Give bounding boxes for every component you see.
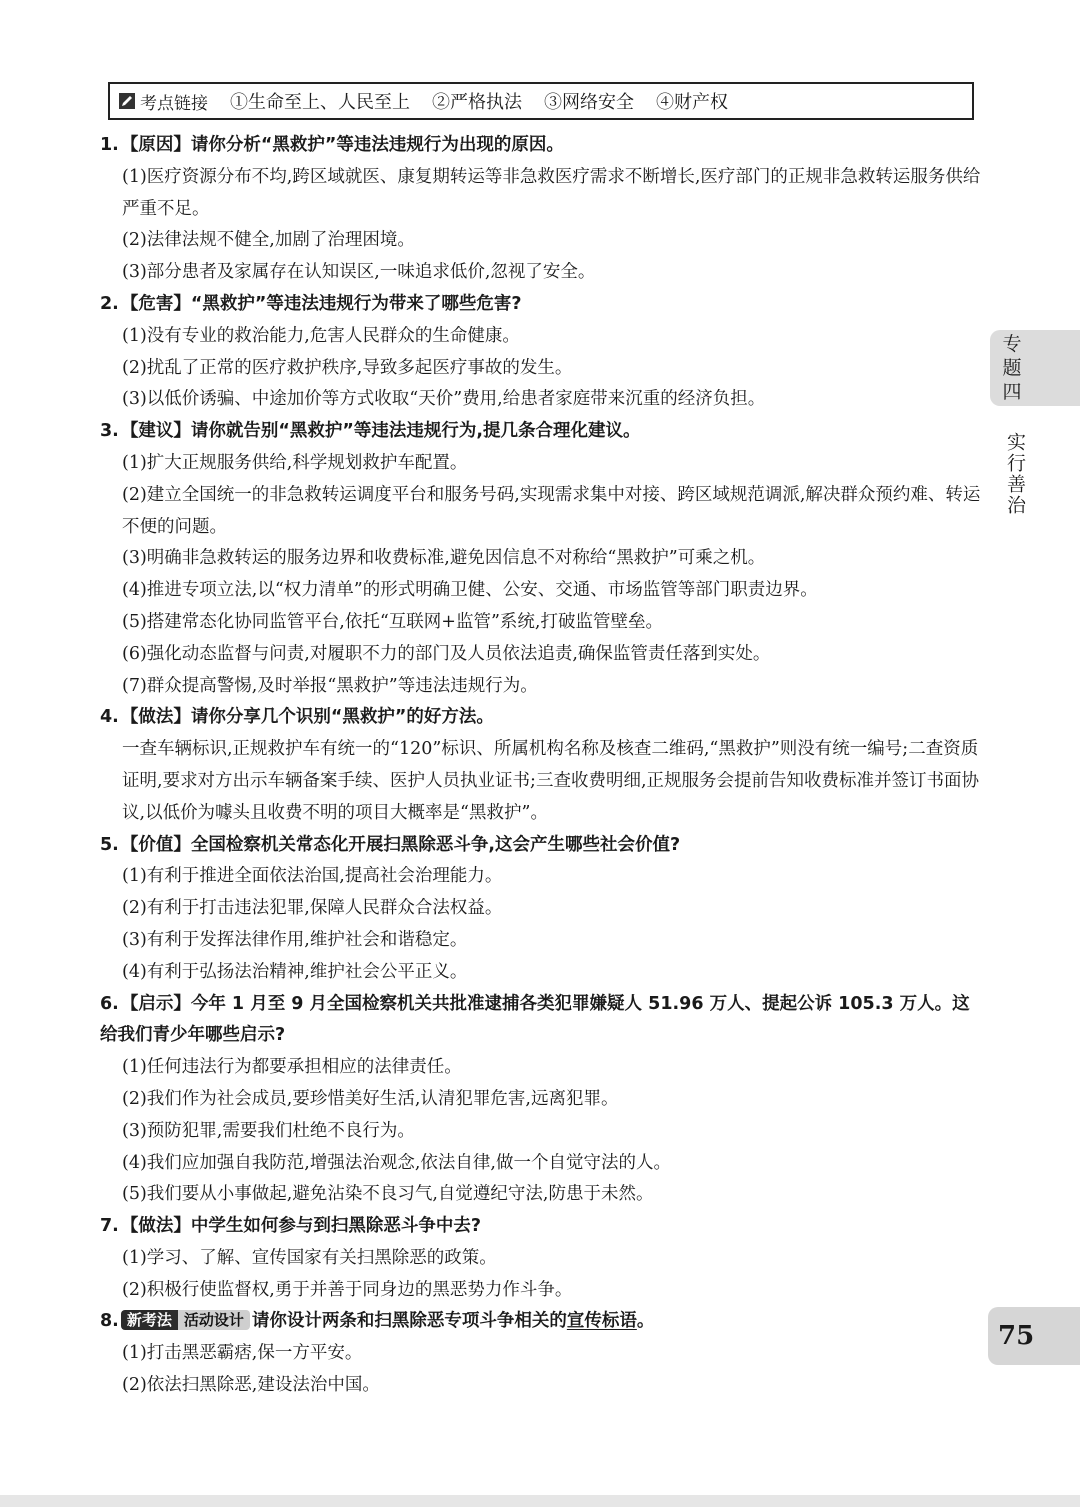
- question-6: [100, 989, 982, 1053]
- question-text: 【建议】请你就告别“黑救护”等违法违规行为,提几条合理化建议。: [120, 421, 641, 442]
- question-underlined-text: 宣传标语: [566, 1311, 637, 1332]
- kaodian-link-box: [108, 82, 974, 120]
- chapter-tab-char: 题: [1002, 357, 1022, 379]
- answer-paragraph: 一查车辆标识,正规救护车有统一的“120”标识、所属机构名称及核查二维码,“黑救护”则没有统一编号;二查资质证明,要求对方出示车辆备案手续、医护人员执业证书;三查收费明细,正规服务会提前告知收费标准并签订书面协议,以低价为噱头且收费不明的项目大概率是“黑救护”。: [122, 739, 980, 823]
- question-number: 3.: [100, 421, 119, 442]
- answer-item: (3)有利于发挥法律作用,维护社会和谐稳定。: [122, 929, 468, 950]
- question-number: 4.: [100, 707, 119, 728]
- kaodian-label-text: 考点链接: [140, 93, 208, 114]
- chapter-tab-char: 四: [1002, 381, 1022, 403]
- answer-item: (6)强化动态监督与问责,对履职不力的部门及人员依法追责,确保监管责任落到实处。: [122, 643, 771, 664]
- question-text: 【价值】全国检察机关常态化开展扫黑除恶斗争,这会产生哪些社会价值?: [120, 834, 681, 855]
- question-2: [100, 289, 982, 321]
- question-number: 1.: [100, 135, 119, 155]
- answer-item: (4)我们应加强自我防范,增强法治观念,依法自律,做一个自觉守法的人。: [122, 1152, 671, 1173]
- kaodian-item: ④财产权: [656, 92, 728, 113]
- answer-item: (2)我们作为社会成员,要珍惜美好生活,认清犯罪危害,远离犯罪。: [122, 1088, 619, 1109]
- question-number: 2.: [100, 293, 119, 314]
- answer-item: (2)扰乱了正常的医疗救护秩序,导致多起医疗事故的发生。: [122, 357, 573, 378]
- bottom-strip: [0, 1495, 1080, 1507]
- new-method-badge: 新考法: [121, 1310, 178, 1330]
- page-number: 75: [988, 1307, 1080, 1365]
- answer-item: (7)群众提高警惕,及时举报“黑救护”等违法违规行为。: [122, 675, 538, 696]
- activity-design-badge: 活动设计: [178, 1310, 250, 1330]
- answer-item: (1)学习、了解、宣传国家有关扫黑除恶的政策。: [122, 1247, 497, 1268]
- question-3: [100, 416, 982, 448]
- answer-item: (2)有利于打击违法犯罪,保障人民群众合法权益。: [122, 898, 503, 919]
- question-7: [100, 1211, 982, 1243]
- question-text: 【做法】请你分享几个识别“黑救护”的好方法。: [120, 707, 494, 728]
- answer-item: (3)预防犯罪,需要我们杜绝不良行为。: [122, 1120, 415, 1141]
- question-text: 【原因】请你分析“黑救护”等违法违规行为出现的原因。: [120, 135, 564, 155]
- answer-item: (3)部分患者及家属存在认知误区,一味追求低价,忽视了安全。: [122, 262, 596, 283]
- question-number: 7.: [100, 1216, 119, 1237]
- question-text: 【启示】今年 1 月至 9 月全国检察机关共批准逮捕各类犯罪嫌疑人 51.96 万人、提起公诉 105.3 万人。这给我们青少年哪些启示?: [100, 993, 970, 1046]
- chapter-title-vertical: 实行善治: [1004, 432, 1026, 516]
- chapter-tab: [990, 330, 1080, 406]
- question-8: [100, 1306, 982, 1338]
- question-text: 【危害】“黑救护”等违法违规行为带来了哪些危害?: [120, 293, 522, 314]
- answer-item: (1)医疗资源分布不均,跨区域就医、康复期转运等非急救医疗需求不断增长,医疗部门的正规非急救转运服务供给严重不足。: [122, 166, 981, 219]
- answer-item: (2)积极行使监督权,勇于并善于同身边的黑恶势力作斗争。: [122, 1279, 573, 1300]
- chapter-tab-char: 专: [1002, 333, 1022, 355]
- answer-item: (1)没有专业的救治能力,危害人民群众的生命健康。: [122, 325, 520, 346]
- answer-item: (5)我们要从小事做起,避免沾染不良习气,自觉遵纪守法,防患于未然。: [122, 1184, 654, 1205]
- kaodian-item: ③网络安全: [544, 92, 634, 113]
- question-5: [100, 830, 982, 862]
- kaodian-item: ②严格执法: [432, 92, 522, 113]
- question-number: 5.: [100, 834, 119, 855]
- answer-item: (3)明确非急救转运的服务边界和收费标准,避免因信息不对称给“黑救护”可乘之机。: [122, 548, 766, 569]
- answer-item: (2)建立全国统一的非急救转运调度平台和服务号码,实现需求集中对接、跨区域规范调派,解决群众预约难、转运不便的问题。: [122, 484, 981, 537]
- question-1: [100, 130, 982, 162]
- question-4: [100, 702, 982, 734]
- answer-item: (1)有利于推进全面依法治国,提高社会治理能力。: [122, 866, 503, 887]
- answer-item: (2)依法扫黑除恶,建设法治中国。: [122, 1375, 380, 1396]
- kaodian-label: [118, 89, 208, 114]
- answer-item: (4)有利于弘扬法治精神,维护社会公平正义。: [122, 961, 468, 982]
- answer-item: (5)搭建常态化协同监管平台,依托“互联网+监管”系统,打破监管壁垒。: [122, 611, 663, 632]
- question-list: [100, 130, 982, 1402]
- answer-item: (4)推进专项立法,以“权力清单”的形式明确卫健、公安、交通、市场监管等部门职责边界。: [122, 580, 818, 601]
- question-text: 【做法】中学生如何参与到扫黑除恶斗争中去?: [120, 1216, 481, 1237]
- answer-item: (1)任何违法行为都要承担相应的法律责任。: [122, 1057, 462, 1078]
- kaodian-item: ①生命至上、人民至上: [230, 92, 410, 113]
- answer-item: (1)打击黑恶霸痞,保一方平安。: [122, 1343, 363, 1364]
- question-text: 请你设计两条和扫黑除恶专项斗争相关的: [251, 1311, 567, 1332]
- answer-item: (1)扩大正规服务供给,科学规划救护车配置。: [122, 452, 468, 473]
- question-number: 8.: [100, 1311, 119, 1332]
- pencil-icon: [118, 92, 136, 110]
- question-number: 6.: [100, 993, 119, 1014]
- question-text-end: 。: [636, 1311, 655, 1332]
- answer-item: (2)法律法规不健全,加剧了治理困境。: [122, 230, 415, 251]
- answer-item: (3)以低价诱骗、中途加价等方式收取“天价”费用,给患者家庭带来沉重的经济负担。: [122, 389, 766, 410]
